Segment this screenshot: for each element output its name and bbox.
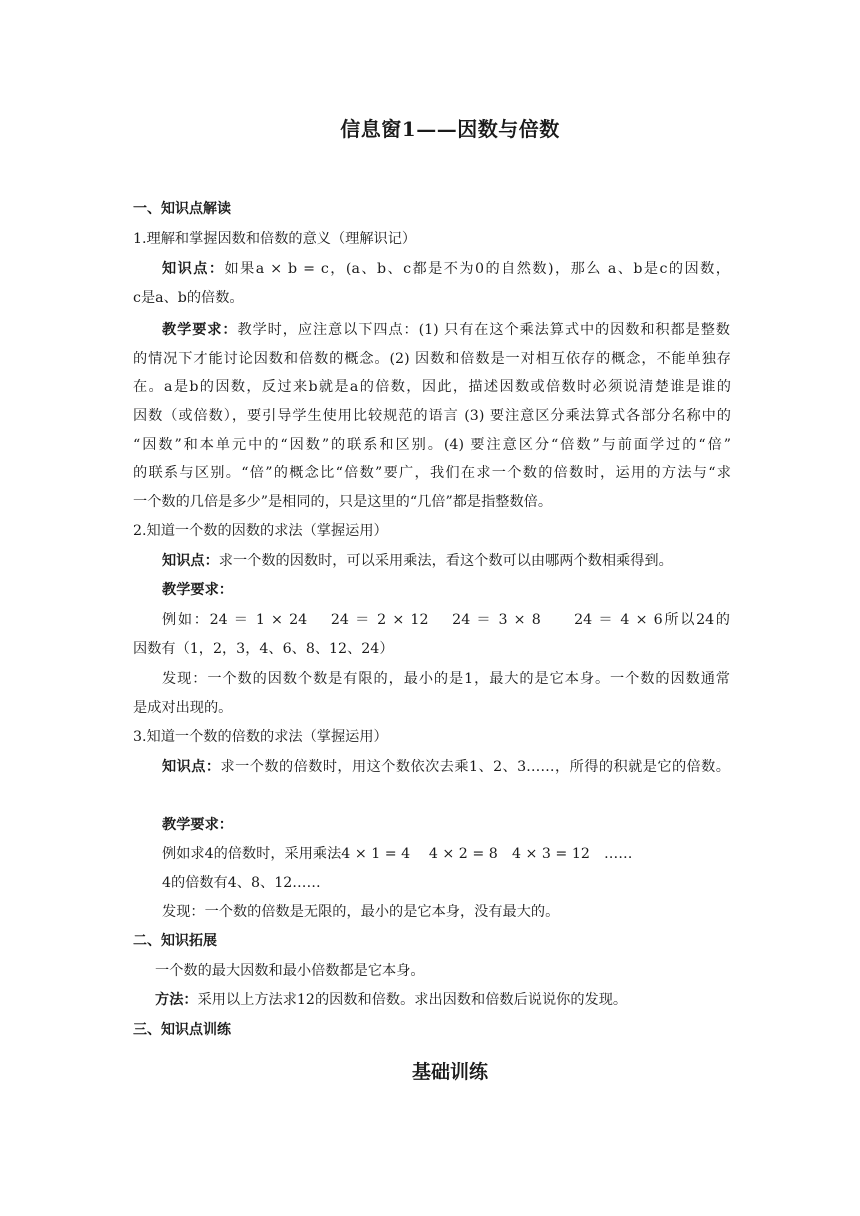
item3-example-line2: 4的倍数有4、8、12…… xyxy=(162,875,321,891)
method-text: 采用以上方法求12的因数和倍数。求出因数和倍数后说说你的发现。 xyxy=(197,992,628,1008)
requirement-label: 教学要求： xyxy=(162,322,238,338)
item1-knowledge-line1 xyxy=(162,259,730,279)
knowledge-text: 如果a × b = c，(a、b、c都是不为0的自然数)，那么 a、b是c的因数， xyxy=(224,261,730,277)
item3-finding: 发现：一个数的倍数是无限的，最小的是它本身，没有最大的。 xyxy=(162,904,560,920)
requirement-text: 教学时，应注意以下四点：(1) 只有在这个乘法算式中的因数和积都是整数 xyxy=(237,322,730,338)
knowledge-label: 知识点： xyxy=(162,759,221,775)
item1-requirement-line2: 的情况下才能讨论因数和倍数的概念。(2) 因数和倍数是一对相互依存的概念，不能单独存 xyxy=(133,351,731,367)
item1-requirement-line3: 在。a是b的因数，反过来b就是a的倍数，因此，描述因数或倍数时必须说清楚谁是谁的 xyxy=(133,379,731,395)
document-title: 信息窗1——因数与倍数 xyxy=(340,117,560,141)
item1-knowledge-line2: c是a、b的倍数。 xyxy=(133,290,244,306)
item2-requirement-label: 教学要求： xyxy=(162,582,233,598)
item1-requirement-line1 xyxy=(162,320,730,340)
item3-heading: 3.知道一个数的倍数的求法（掌握运用） xyxy=(133,729,388,745)
item2-finding-line2: 是成对出现的。 xyxy=(133,700,233,716)
item1-requirement-line6: 的联系与区别。“倍”的概念比“倍数”要广，我们在求一个数的倍数时，运用的方法与“求 xyxy=(133,465,731,481)
item2-finding-line1: 发现：一个数的因数个数是有限的，最小的是1，最大的是它本身。一个数的因数通常 xyxy=(162,671,730,687)
item2-example-line2: 因数有（1，2，3，4、6、8、12、24） xyxy=(133,641,394,657)
knowledge-text: 求一个数的倍数时，用这个数依次去乘1、2、3……，所得的积就是它的倍数。 xyxy=(220,759,730,775)
knowledge-text: 求一个数的因数时，可以采用乘法，看这个数可以由哪两个数相乘得到。 xyxy=(218,553,673,569)
knowledge-label: 知识点： xyxy=(162,261,225,277)
item3-example-line1: 例如求4的倍数时，采用乘法4 × 1 = 4 4 × 2 = 8 4 × 3 = 12 …… xyxy=(162,846,633,862)
knowledge-label: 知识点： xyxy=(162,553,219,569)
item1-requirement-line7: 一个数的几倍是多少”是相同的，只是这里的“几倍”都是指整数倍。 xyxy=(133,494,553,510)
method-label: 方法： xyxy=(155,992,198,1008)
extension-method xyxy=(155,990,627,1010)
item1-requirement-line4: 因数（或倍数），要引导学生使用比较规范的语言 (3) 要注意区分乘法算式各部分名称中的 xyxy=(133,408,731,424)
item1-heading: 1.理解和掌握因数和倍数的意义（理解识记） xyxy=(133,231,417,247)
extension-line1: 一个数的最大因数和最小倍数都是它本身。 xyxy=(155,963,425,979)
section-heading-2: 二、知识拓展 xyxy=(133,933,217,949)
subtitle-basic-training: 基础训练 xyxy=(411,1061,488,1083)
section-heading-1: 一、知识点解读 xyxy=(133,201,231,217)
item2-heading: 2.知道一个数的因数的求法（掌握运用） xyxy=(133,523,388,539)
item3-requirement-label: 教学要求： xyxy=(162,817,233,833)
item3-knowledge xyxy=(162,757,730,777)
item2-knowledge xyxy=(162,551,673,571)
item2-example-line1: 例如：24 ＝ 1 × 24 24 ＝ 2 × 12 24 ＝ 3 × 8 24 ＝ 4 × 6所以24的 xyxy=(162,612,730,628)
section-heading-3: 三、知识点训练 xyxy=(133,1022,231,1038)
item1-requirement-line5: “因数”和本单元中的“因数”的联系和区别。(4) 要注意区分“倍数”与前面学过的“倍” xyxy=(133,437,731,453)
